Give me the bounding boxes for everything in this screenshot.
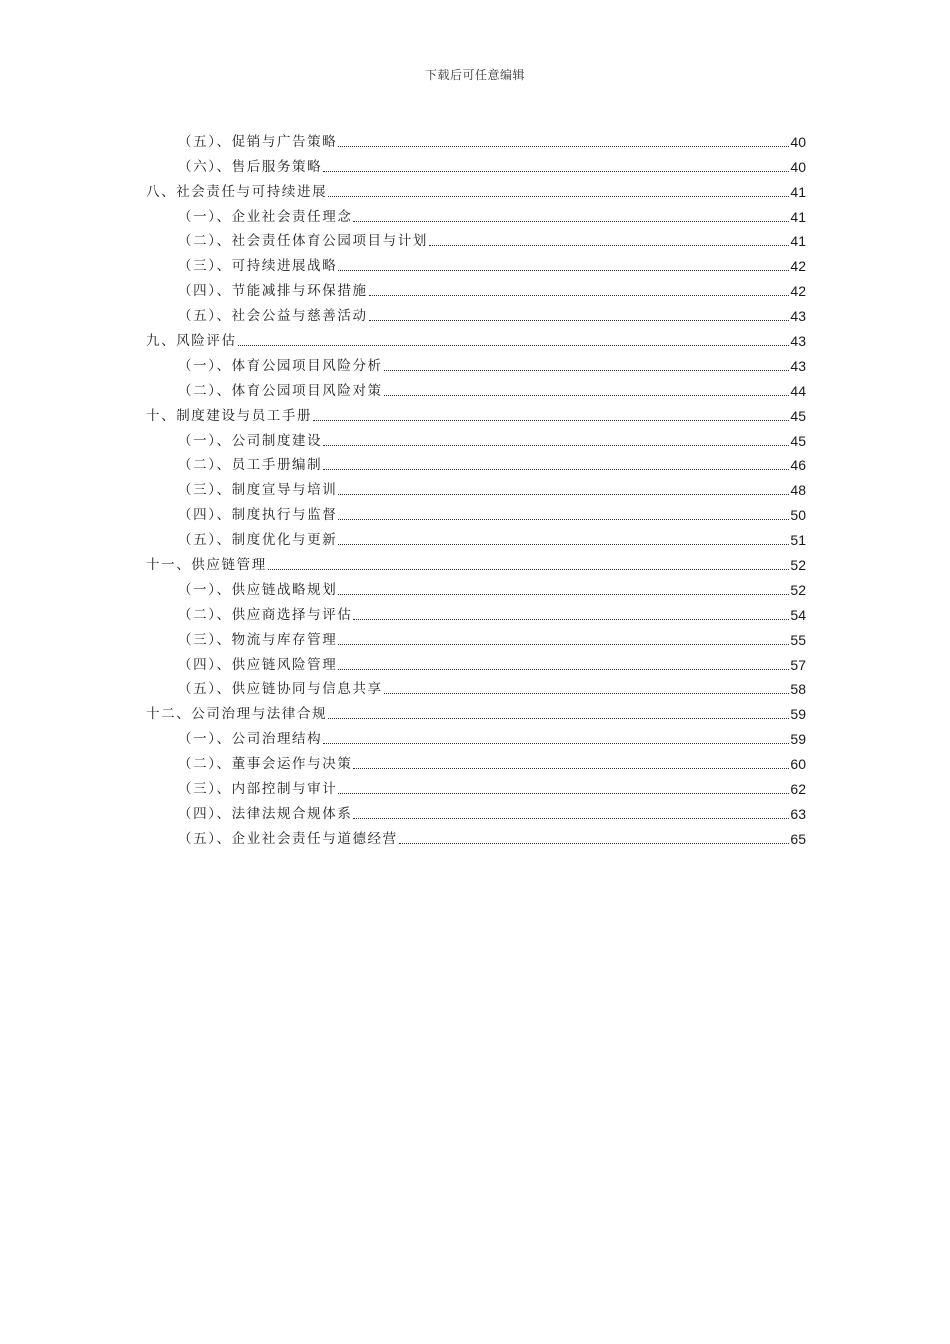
table-of-contents [146,126,806,848]
toc-dot-leader [338,519,789,520]
toc-entry-title: （三）、可持续进展战略 [178,258,338,275]
toc-entry-title: 八、社会责任与可持续进展 [146,183,328,200]
toc-entry-title: （二）、董事会运作与决策 [178,756,353,773]
toc-dot-leader [353,768,789,769]
toc-section-entry[interactable] [146,375,806,400]
toc-entry-page-number: 58 [790,681,806,698]
toc-dot-leader [338,669,789,670]
toc-entry-page-number: 52 [790,557,806,574]
toc-entry-title: （六）、售后服务策略 [178,158,323,175]
toc-chapter-entry[interactable] [146,176,806,201]
toc-section-entry[interactable] [146,126,806,151]
toc-entry-title: （三）、物流与库存管理 [178,631,338,648]
toc-dot-leader [238,345,790,346]
toc-dot-leader [369,295,790,296]
toc-entry-page-number: 43 [790,308,806,325]
toc-section-entry[interactable] [146,823,806,848]
toc-entry-title: （二）、供应商选择与评估 [178,606,353,623]
toc-section-entry[interactable] [146,624,806,649]
toc-entry-title: 九、风险评估 [146,333,237,350]
toc-dot-leader [384,693,790,694]
toc-section-entry[interactable] [146,250,806,275]
toc-section-entry[interactable] [146,649,806,674]
toc-dot-leader [268,569,790,570]
toc-chapter-entry[interactable] [146,325,806,350]
toc-entry-title: （五）、社会公益与慈善活动 [178,308,368,325]
toc-dot-leader [338,793,789,794]
toc-dot-leader [353,619,789,620]
toc-entry-title: （四）、法律法规合规体系 [178,805,353,822]
toc-entry-title: 十二、公司治理与法律合规 [146,706,328,723]
page-header: 下载后可任意编辑 [424,68,525,82]
toc-entry-page-number: 45 [790,407,806,424]
toc-dot-leader [328,196,789,197]
toc-section-entry[interactable] [146,773,806,798]
toc-entry-title: 十、制度建设与员工手册 [146,407,313,424]
toc-section-entry[interactable] [146,748,806,773]
toc-section-entry[interactable] [146,425,806,450]
toc-dot-leader [353,221,789,222]
toc-section-entry[interactable] [146,350,806,375]
toc-entry-title: （一）、公司治理结构 [178,731,323,748]
toc-chapter-entry[interactable] [146,400,806,425]
toc-section-entry[interactable] [146,474,806,499]
toc-entry-title: （一）、公司制度建设 [178,432,323,449]
toc-entry-page-number: 59 [790,706,806,723]
toc-entry-title: （五）、促销与广告策略 [178,133,338,150]
toc-chapter-entry[interactable] [146,549,806,574]
toc-entry-page-number: 62 [790,781,806,798]
toc-entry-page-number: 59 [790,731,806,748]
toc-entry-title: （五）、制度优化与更新 [178,532,338,549]
toc-entry-page-number: 40 [790,158,806,175]
toc-dot-leader [338,270,789,271]
toc-entry-page-number: 42 [790,283,806,300]
toc-section-entry[interactable] [146,798,806,823]
toc-entry-page-number: 54 [790,606,806,623]
toc-entry-title: （二）、员工手册编制 [178,457,323,474]
toc-entry-page-number: 48 [790,482,806,499]
toc-entry-page-number: 60 [790,756,806,773]
toc-dot-leader [338,544,789,545]
toc-entry-page-number: 65 [790,830,806,847]
toc-section-entry[interactable] [146,599,806,624]
toc-chapter-entry[interactable] [146,698,806,723]
toc-entry-title: （五）、供应链协同与信息共享 [178,681,383,698]
toc-section-entry[interactable] [146,201,806,226]
toc-section-entry[interactable] [146,499,806,524]
toc-entry-page-number: 45 [790,432,806,449]
toc-entry-page-number: 43 [790,333,806,350]
toc-dot-leader [323,445,789,446]
toc-section-entry[interactable] [146,275,806,300]
toc-entry-title: （四）、供应链风险管理 [178,656,338,673]
toc-section-entry[interactable] [146,524,806,549]
toc-entry-title: （三）、制度宣导与培训 [178,482,338,499]
toc-entry-page-number: 44 [790,382,806,399]
toc-entry-page-number: 50 [790,507,806,524]
toc-entry-title: （四）、节能减排与环保措施 [178,283,368,300]
toc-entry-page-number: 63 [790,805,806,822]
toc-entry-page-number: 52 [790,581,806,598]
toc-section-entry[interactable] [146,674,806,699]
toc-dot-leader [323,469,789,470]
toc-entry-page-number: 55 [790,631,806,648]
toc-entry-page-number: 51 [790,532,806,549]
toc-section-entry[interactable] [146,723,806,748]
toc-dot-leader [338,594,789,595]
toc-entry-title: （一）、体育公园项目风险分析 [178,357,383,374]
toc-entry-title: （二）、体育公园项目风险对策 [178,382,383,399]
toc-entry-page-number: 42 [790,258,806,275]
toc-dot-leader [399,843,790,844]
toc-entry-title: 十一、供应链管理 [146,557,267,574]
toc-dot-leader [313,420,789,421]
toc-entry-title: （四）、制度执行与监督 [178,507,338,524]
toc-entry-page-number: 41 [790,183,806,200]
toc-entry-page-number: 43 [790,357,806,374]
toc-section-entry[interactable] [146,300,806,325]
toc-entry-title: （一）、企业社会责任理念 [178,208,353,225]
toc-entry-title: （一）、供应链战略规划 [178,581,338,598]
toc-entry-title: （五）、企业社会责任与道德经营 [178,830,398,847]
toc-entry-page-number: 40 [790,133,806,150]
toc-entry-page-number: 46 [790,457,806,474]
toc-entry-page-number: 41 [790,208,806,225]
toc-section-entry[interactable] [146,450,806,475]
toc-dot-leader [429,245,789,246]
toc-dot-leader [328,718,789,719]
toc-entry-page-number: 41 [790,233,806,250]
toc-dot-leader [338,494,789,495]
toc-section-entry[interactable] [146,226,806,251]
toc-dot-leader [384,370,790,371]
toc-dot-leader [384,395,790,396]
toc-dot-leader [323,743,789,744]
toc-dot-leader [338,644,789,645]
toc-dot-leader [369,320,790,321]
toc-entry-title: （三）、内部控制与审计 [178,781,338,798]
toc-entry-page-number: 57 [790,656,806,673]
toc-dot-leader [353,818,789,819]
toc-dot-leader [338,146,789,147]
toc-section-entry[interactable] [146,574,806,599]
toc-entry-title: （二）、社会责任体育公园项目与计划 [178,233,428,250]
toc-section-entry[interactable] [146,151,806,176]
toc-dot-leader [323,171,789,172]
